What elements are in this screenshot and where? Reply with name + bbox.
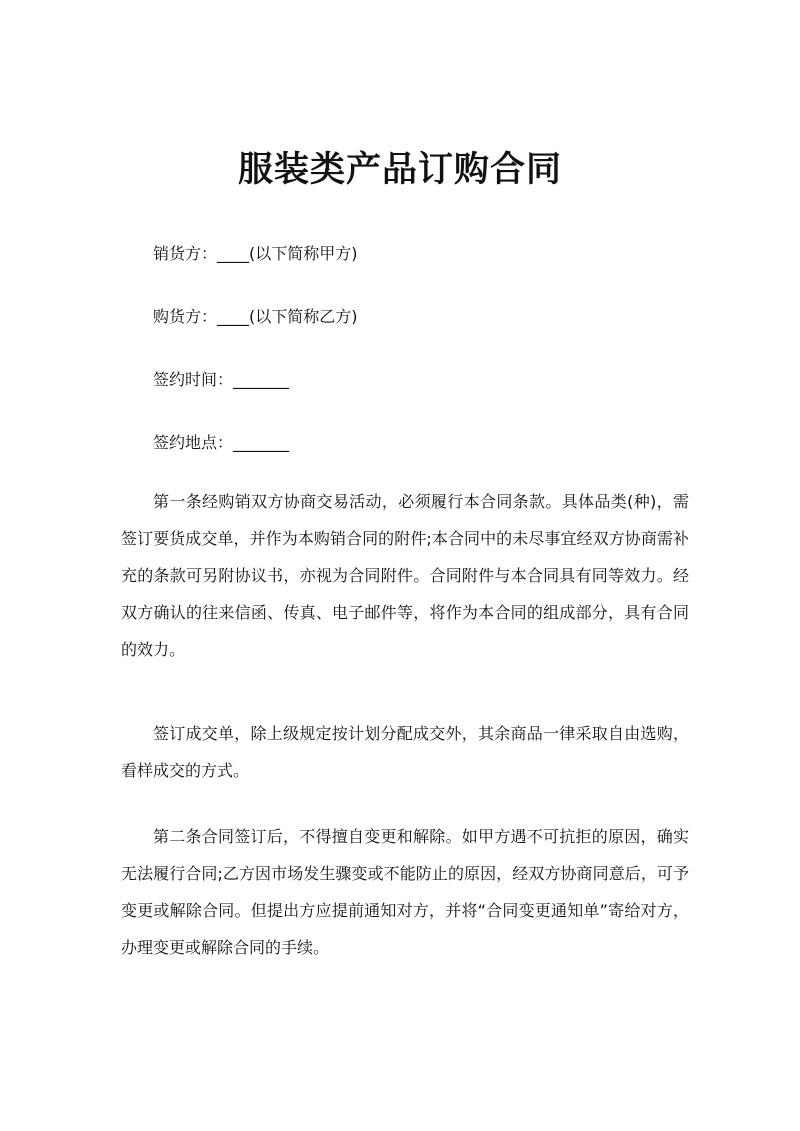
field-buyer: 购货方：____(以下简称乙方)	[153, 307, 358, 326]
field-sign-place: 签约地点：_______	[153, 433, 290, 452]
field-sign-time: 签约时间：_______	[153, 370, 290, 389]
document-title: 服装类产品订购合同	[237, 150, 562, 190]
field-seller: 销货方：____(以下简称甲方)	[153, 244, 358, 263]
paragraph-article-1: 第一条经购销双方协商交易活动，必须履行本合同条款。具体品类(种)，需签订要货成交单，并作为本购销合同的附件;本合同中的未尽事宜经双方协商需补充的条款可另附协议书，亦视为合同附件。合同附件与本合同具有同等效力。经双方确认的往来信函、传真、电子邮件等，将作为本合同的组成部分，具有合同的效力。	[121, 492, 689, 659]
paragraph-article-2: 第二条合同签订后，不得擅自变更和解除。如甲方遇不可抗拒的原因，确实无法履行合同;乙方因市场发生骤变或不能防止的原因，经双方协商同意后，可予变更或解除合同。但提出方应提前通知对方，并将“合同变更通知单”寄给对方，办理变更或解除合同的手续。	[121, 827, 689, 957]
paragraph-order-method: 签订成交单，除上级规定按计划分配成交外，其余商品一律采取自由选购，看样成交的方式。	[121, 724, 689, 780]
